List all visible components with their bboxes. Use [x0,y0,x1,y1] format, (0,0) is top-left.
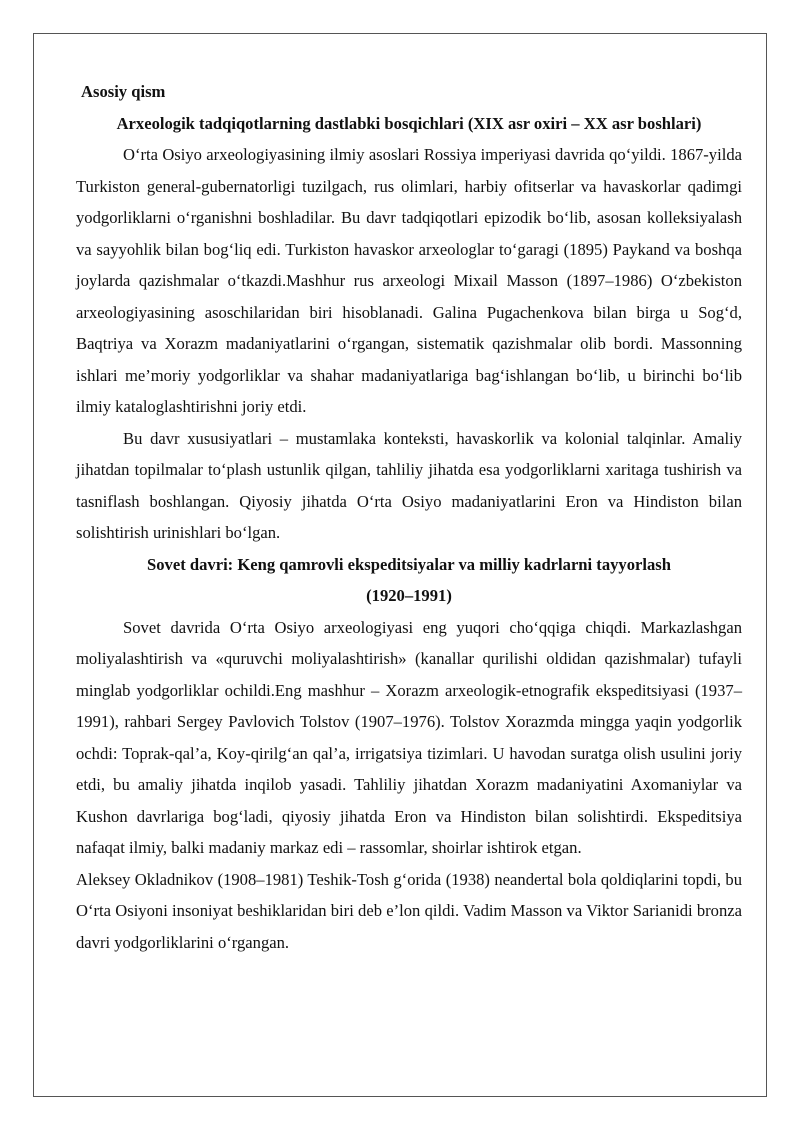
section-title: Asosiy qism [81,82,166,101]
paragraph-okladnikov: Aleksey Okladnikov (1908–1981) Teshik-Tosh g‘orida (1938) neandertal bola qoldiqlarini topdi, bu O‘rta Osiyoni insoniyat beshiklaridan biri deb e’lon qildi. Vadim Masson va Viktor Sarianidi bronza davri yodgorliklarini o‘rgangan. [76,869,742,952]
paragraph-soviet-period: Sovet davrida O‘rta Osiyo arxeologiyasi eng yuqori cho‘qqiga chiqdi. Markazlashgan moliyalashtirish va «quruvchi moliyalashtirish» (kanallar qurilishi oldidan qazishmalar) tufayli minglab yodgorliklar ochildi.Eng mashhur – Xorazm arxeologik-etnografik ekspeditsiyasi (1937–1991), rahbari Sergey Pavlovich Tolstov (1907–1976). Tolstov Xorazmda mingga yaqin yodgorlik ochdi: Toprak-qal’a, Koy-qirilg‘an qal’a, irrigatsiya tizimlari. U havodan suratga olish usulini joriy etdi, bu amaliy jihatda inqilob yasadi. Tahliliy jihatdan Xorazm madaniyatini Axomaniylar va Kushon davrlariga bog‘ladi, qiyosiy jihatda Eron va Hindiston bilan solishtirdi. Ekspeditsiya nafaqat ilmiy, balki madaniy markaz edi – rassomlar, shoirlar ishtirok etgan. [76,617,742,857]
paragraph-period-features: Bu davr xususiyatlari – mustamlaka konteksti, havaskorlik va kolonial talqinlar. Amaliy jihatdan topilmalar to‘plash ustunlik qilgan, tahliliy jihatda esa yodgorliklarni xaritaga tushirish va tasniflash boshlangan. Qiyosiy jihatda O‘rta Osiyo madaniyatlarini Eron va Hindiston bilan solishtirish urinishlari bo‘lgan. [76,428,742,542]
heading-soviet-period-line-2: (1920–1991) [366,586,452,605]
heading-early-stages: Arxeologik tadqiqotlarning dastlabki bosqichlari (XIX asr oxiri – XX asr boshlari) [116,113,702,133]
heading-soviet-period-line-1: Sovet davri: Keng qamrovli ekspeditsiyalar va milliy kadrlarni tayyorlash [147,554,671,574]
heading-soviet-period [76,549,742,612]
paragraph-early-stages: O‘rta Osiyo arxeologiyasining ilmiy asoslari Rossiya imperiyasi davrida qo‘yildi. 1867-yilda Turkiston general-gubernatorligi tuzilgach, rus olimlari, harbiy ofitserlar va havaskorlar qadimgi yodgorliklarni o‘rganishni boshladilar. Bu davr tadqiqotlari epizodik bo‘lib, asosan kolleksiyalash va sayyohlik bilan bog‘liq edi. Turkiston havaskor arxeologlar to‘garagi (1895) Paykand va boshqa joylarda qazishmalar o‘tkazdi.Mashhur rus arxeologi Mixail Masson (1897–1986) O‘zbekiston arxeologiyasining asoschilaridan biri hisoblanadi. Galina Pugachenkova bilan birga u Sog‘d, Baqtriya va Xorazm madaniyatlarini o‘rgangan, sistematik qazishmalar olib bordi. Massonning ishlari me’moriy yodgorliklar va shahar madaniyatlariga bag‘ishlangan bo‘lib, u birinchi bo‘lib ilmiy kataloglashtirishni joriy etdi. [76,145,742,416]
document-body [76,76,742,958]
